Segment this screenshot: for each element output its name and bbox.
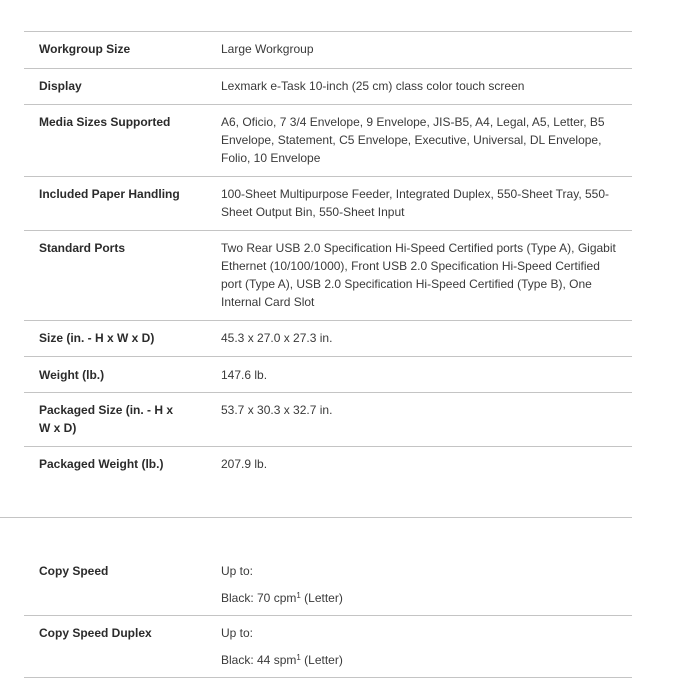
spec-value: 45.3 x 27.0 x 27.3 in. (221, 331, 333, 345)
spec-label: Copy Speed (39, 564, 109, 578)
spec-label: Weight (lb.) (39, 368, 105, 382)
spec-label: Media Sizes Supported (39, 115, 171, 129)
spec-value: 53.7 x 30.3 x 32.7 in. (221, 403, 333, 417)
value-line (221, 589, 621, 607)
spec-value: A6, Oficio, 7 3/4 Envelope, 9 Envelope, JIS-B5, A4, Legal, A5, Letter, B5 Envelope, Statement, C5 Envelope, Executive, Universal, DL Envelope, Folio, 10 Envelope (221, 115, 605, 165)
speed-unit-note: (Letter) (300, 591, 343, 605)
spec-label: Size (in. - H x W x D) (39, 331, 155, 345)
section-divider (0, 517, 632, 518)
spec-value: 100-Sheet Multipurpose Feeder, Integrated Duplex, 550-Sheet Tray, 550-Sheet Output Bin, 550-Sheet Input (221, 187, 610, 219)
spec-label: Display (39, 79, 82, 93)
value-line: Up to: (221, 564, 254, 578)
divider (24, 68, 632, 69)
footnote-marker: 1 (296, 591, 301, 600)
spec-label: Workgroup Size (39, 42, 131, 56)
spec-value: Two Rear USB 2.0 Specification Hi-Speed Certified ports (Type A), Gigabit Ethernet (10/100/1000), Front USB 2.0 Specification Hi-Speed Certified port (Type A), USB 2.0 Specification Hi-Speed Certified (Type B), One Internal Card Slot (221, 241, 616, 309)
speed-text: Black: 44 spm (221, 653, 297, 667)
spec-value (221, 562, 621, 607)
value-line (221, 651, 621, 669)
divider (24, 356, 632, 357)
speed-unit-note: (Letter) (300, 653, 343, 667)
divider (24, 677, 632, 678)
spec-label: Packaged Weight (lb.) (39, 457, 164, 471)
divider (24, 104, 632, 105)
divider (24, 446, 632, 447)
spec-value: Large Workgroup (221, 42, 314, 56)
divider (24, 31, 632, 32)
spec-value: 207.9 lb. (221, 457, 268, 471)
divider (24, 320, 632, 321)
spec-value: 147.6 lb. (221, 368, 268, 382)
spec-value (221, 624, 621, 669)
divider (24, 176, 632, 177)
spec-label: Packaged Size (in. - H x W x D) (39, 403, 174, 435)
speed-text: Black: 70 cpm (221, 591, 297, 605)
spec-label: Copy Speed Duplex (39, 626, 152, 640)
spec-label: Standard Ports (39, 241, 126, 255)
spec-label: Included Paper Handling (39, 187, 180, 201)
divider (24, 230, 632, 231)
divider (24, 615, 632, 616)
spec-value: Lexmark e-Task 10-inch (25 cm) class color touch screen (221, 79, 525, 93)
divider (24, 392, 632, 393)
footnote-marker: 1 (296, 653, 301, 662)
value-line: Up to: (221, 626, 254, 640)
